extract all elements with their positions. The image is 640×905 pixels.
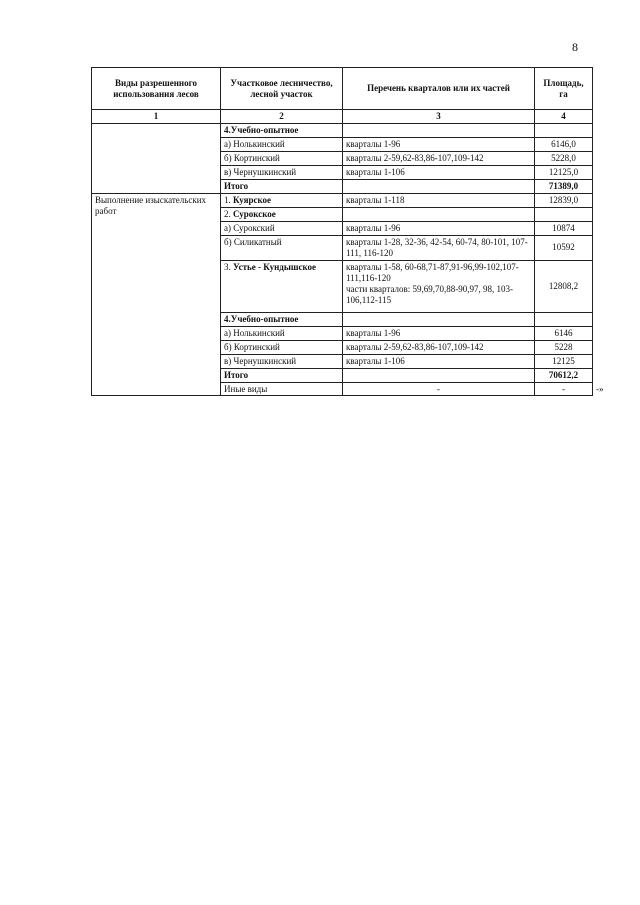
column-number-row: [92, 110, 593, 124]
header-quarters: Перечень кварталов или их частей: [343, 68, 535, 110]
empty-cell: [343, 179, 535, 193]
forestry-name: в) Чернушкинский: [221, 165, 343, 179]
area-value: 12125,0: [535, 165, 593, 179]
area-value: 10592: [535, 235, 593, 260]
total-value: 70612,2: [535, 368, 593, 382]
forestry-name: б) Кортинский: [221, 340, 343, 354]
header-use-types: Виды разрешенного использования лесов: [92, 68, 221, 110]
quarters-list: кварталы 1-96: [343, 137, 535, 151]
empty-cell: [343, 207, 535, 221]
quarters-list: кварталы 2-59,62-83,86-107,109-142: [343, 151, 535, 165]
table-header-row: [92, 68, 593, 110]
empty-cell: [343, 368, 535, 382]
area-value: 12125: [535, 354, 593, 368]
quarters-list: кварталы 1-96: [343, 326, 535, 340]
empty-cell: [535, 123, 593, 137]
table-row: Иные виды - - -»: [92, 382, 593, 396]
area-value: 6146,0: [535, 137, 593, 151]
forestry-name: [221, 193, 343, 207]
forestry-title: Устье - Кундышское: [233, 261, 317, 272]
area-value: 12839,0: [535, 193, 593, 207]
quarters-list: кварталы 1-28, 32-36, 42-54, 60-74, 80-101, 107-111, 116-120: [343, 235, 535, 260]
column-number: 1: [92, 110, 221, 124]
use-type-cell: Иные виды: [221, 382, 343, 396]
quarters-list: кварталы 1-96: [343, 221, 535, 235]
forestry-number: 1.: [224, 194, 233, 205]
forestry-name: а) Сурокский: [221, 221, 343, 235]
forestry-name: а) Нолькинский: [221, 326, 343, 340]
quarters-list: кварталы 1-106: [343, 165, 535, 179]
total-label: Итого: [221, 179, 343, 193]
forestry-name: [221, 260, 343, 312]
forestry-name: а) Нолькинский: [221, 137, 343, 151]
column-number: 2: [221, 110, 343, 124]
empty-cell: [535, 207, 593, 221]
forestry-number: 2.: [224, 208, 233, 219]
quarters-line: кварталы 1-58, 60-68,71-87,91-96,99-102,107-111,116-120: [346, 261, 519, 283]
area-value: 5228,0: [535, 151, 593, 165]
forestry-name: б) Силикатный: [221, 235, 343, 260]
table-row: [92, 193, 593, 207]
forest-use-table: [91, 67, 604, 396]
forestry-name: б) Кортинский: [221, 151, 343, 165]
total-label: Итого: [221, 368, 343, 382]
column-number: 3: [343, 110, 535, 124]
area-value: 5228: [535, 340, 593, 354]
header-area: Площадь, га: [535, 68, 593, 110]
use-type-cell: Выполнение изыскательских работ: [92, 193, 221, 396]
forestry-name: [221, 207, 343, 221]
quarters-list: кварталы 1-118: [343, 193, 535, 207]
area-value: 12808,2: [535, 260, 593, 312]
forestry-title: Сурокское: [233, 208, 276, 219]
quarters-list: [343, 260, 535, 312]
dash-cell: -: [535, 382, 593, 396]
column-number: 4: [535, 110, 593, 124]
area-value: 6146: [535, 326, 593, 340]
empty-cell: [343, 123, 535, 137]
quarters-list: кварталы 1-106: [343, 354, 535, 368]
table-row: [92, 123, 593, 137]
group-title: 4.Учебно-опытное: [221, 312, 343, 326]
quarters-parts-line: части кварталов: 59,69,70,88-90,97, 98, 103-106,112-115: [346, 283, 513, 305]
forestry-title: Куярское: [233, 194, 272, 205]
total-value: 71389,0: [535, 179, 593, 193]
forestry-name: в) Чернушкинский: [221, 354, 343, 368]
dash-cell: -: [343, 382, 535, 396]
page-number: 8: [572, 40, 578, 54]
area-value: 10874: [535, 221, 593, 235]
forestry-number: 3.: [224, 261, 233, 272]
use-type-cell: [92, 123, 221, 193]
header-forestry: Участковое лесничество, лесной участок: [221, 68, 343, 110]
empty-cell: [343, 312, 535, 326]
group-title: 4.Учебно-опытное: [221, 123, 343, 137]
quarters-list: кварталы 2-59,62-83,86-107,109-142: [343, 340, 535, 354]
empty-cell: [535, 312, 593, 326]
